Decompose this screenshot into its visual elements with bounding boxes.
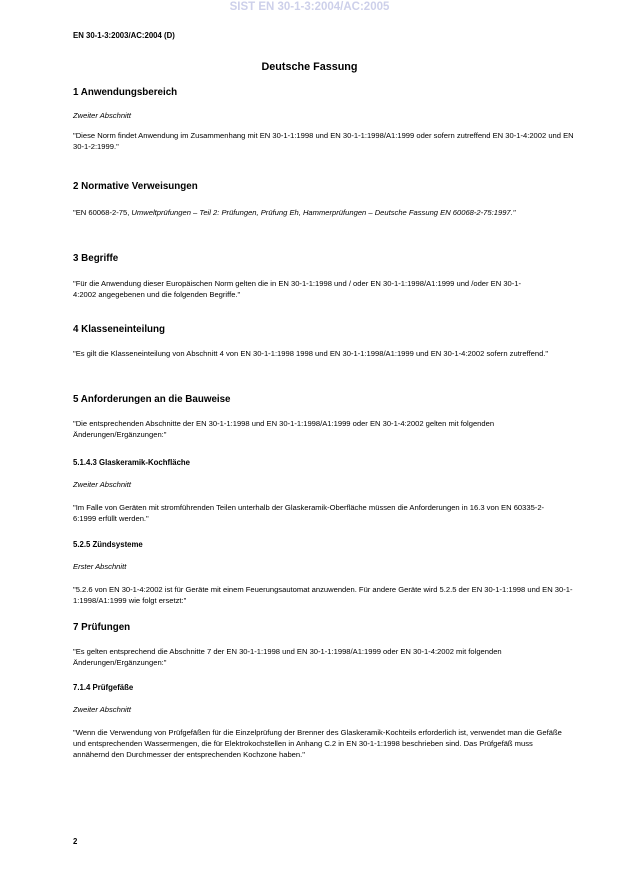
section-3-text: "Für die Anwendung dieser Europäischen Norm gelten die in EN 30-1-1:1998 und / oder EN 30-1-1:1998/A1:1999 und /oder EN 30-1-4:2002 angegebenen und die folgenden Begriffe."	[73, 279, 522, 299]
section-714-text: "Wenn die Verwendung von Prüfgefäßen für die Einzelprüfung der Brenner des Glaskeramik-Kochteils erforderlich ist, verwendet man die Gefäße und entsprechenden Wassermengen, die für Elektrokochstellen in Anhang C.2 in EN 30-1-1:1998 beschrieben sind. Das Prüfgefäß muss annähernd den Durchmesser der entsprechenden Kochzone haben."	[73, 728, 562, 759]
section-4-text: "Es gilt die Klasseneinteilung von Abschnitt 4 von EN 30-1-1:1998 1998 und EN 30-1-1:1998/A1:1999 und EN 30-1-4:2002 sofern zutreffend."	[73, 349, 549, 358]
section-5143-subheading: Zweiter Abschnitt	[73, 480, 131, 489]
section-3-heading: 3 Begriffe	[73, 253, 119, 264]
section-7-text: "Es gelten entsprechend die Abschnitte 7 der EN 30-1-1:1998 und EN 30-1-1:1998/A1:1999 oder EN 30-1-4:2002 mit folgenden Änderungen/Ergänzungen:"	[73, 647, 502, 667]
section-714-heading: 7.1.4 Prüfgefäße	[73, 683, 134, 692]
section-7-heading: 7 Prüfungen	[73, 622, 131, 633]
document-header: EN 30-1-3:2003/AC:2004 (D)	[73, 31, 175, 40]
section-2-text-plain: "EN 60068-2-75,	[73, 208, 132, 217]
section-525-text: "5.2.6 von EN 30-1-4:2002 ist für Geräte mit einem Feuerungsautomat anzuwenden. Für andere Geräte wird 5.2.5 der EN 30-1-1:1998 und EN 30-1-1:1998/A1:1999 wie folgt ersetzt:"	[73, 585, 573, 605]
section-1-subheading: Zweiter Abschnitt	[73, 111, 131, 120]
section-525-subheading: Erster Abschnitt	[73, 562, 127, 571]
section-1-text: "Diese Norm findet Anwendung im Zusammenhang mit EN 30-1-1:1998 und EN 30-1-1:1998/A1:1999 oder sofern zutreffend EN 30-1-4:2002 und EN 30-1-2:1999."	[73, 131, 574, 151]
section-1-heading: 1 Anwendungsbereich	[73, 87, 178, 98]
page-title: Deutsche Fassung	[261, 61, 358, 73]
section-5-heading: 5 Anforderungen an die Bauweise	[73, 394, 231, 405]
watermark: SIST EN 30-1-3:2004/AC:2005	[229, 1, 390, 13]
section-2-heading: 2 Normative Verweisungen	[73, 181, 198, 192]
section-5-text: "Die entsprechenden Abschnitte der EN 30-1-1:1998 und EN 30-1-1:1998/A1:1999 oder EN 30-1-4:2002 gelten mit folgenden Änderungen/Ergänzungen:"	[73, 419, 495, 439]
section-4-heading: 4 Klasseneinteilung	[73, 324, 166, 335]
section-2-text	[73, 207, 578, 218]
page-number: 2	[73, 837, 78, 846]
section-5143-text: "Im Falle von Geräten mit stromführenden Teilen unterhalb der Glaskeramik-Oberfläche müssen die Anforderungen in 16.3 von EN 60335-2-6:1999 erfüllt werden."	[73, 503, 545, 523]
section-714-subheading: Zweiter Abschnitt	[73, 705, 131, 714]
section-2-text-italic: Umweltprüfungen – Teil 2: Prüfungen, Prüfung Eh, Hammerprüfungen – Deutsche Fassung EN 60068-2-75:1997."	[131, 208, 516, 217]
section-525-heading: 5.2.5 Zündsysteme	[73, 540, 143, 549]
section-5143-heading: 5.1.4.3 Glaskeramik-Kochfläche	[73, 458, 191, 467]
